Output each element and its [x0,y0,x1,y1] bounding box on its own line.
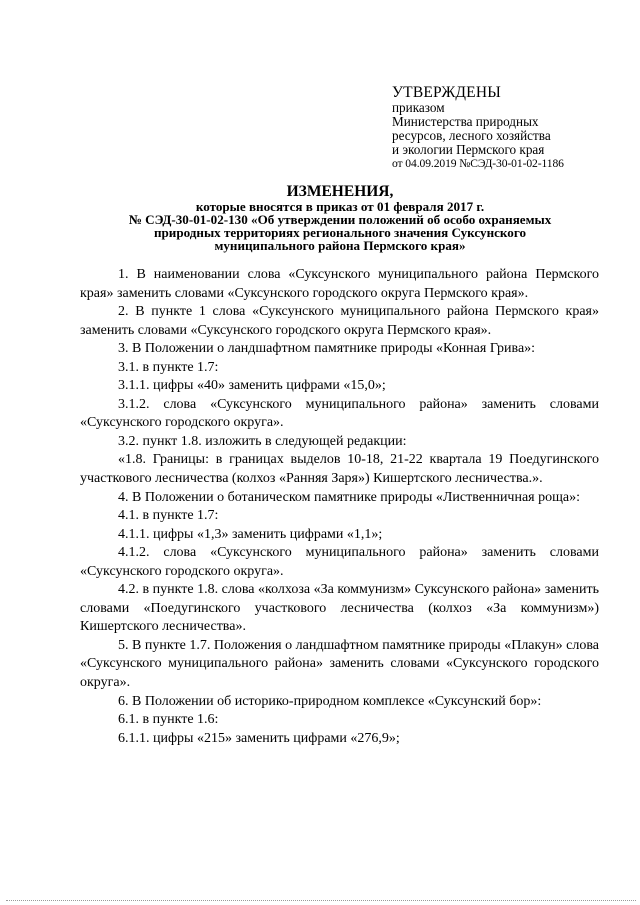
paragraph-3: 3. В Положении о ландшафтном памятнике природы «Конная Грива»: [118,341,536,357]
heading-line: которые вносятся в приказ от 01 февраля 2017 г. [195,199,485,214]
paragraph-2: 2. В пункте 1 слова «Суксунского муниципального района Пермского края» заменить словами «Суксунского городского округа Пермского края». [80,304,599,338]
approval-line: ресурсов, лесного хозяйства [392,128,551,143]
document-heading [80,184,600,252]
paragraph-4: 4. В Положении о ботаническом памятнике природы «Лиственничная роща»: [118,489,580,505]
paragraph-3-2: 3.2. пункт 1.8. изложить в следующей редакции: [118,433,407,449]
approval-order-number: от 04.09.2019 №СЭД-30-01-02-1186 [392,157,564,170]
approval-line: и экологии Пермского края [392,142,545,157]
heading-line: № СЭД-30-01-02-130 «Об утверждении положений об особо охраняемых [128,212,552,227]
paragraph-3-1: 3.1. в пункте 1.7: [118,359,219,375]
paragraph-6: 6. В Положении об историко-природном комплексе «Суксунский бор»: [118,693,542,709]
approval-title: УТВЕРЖДЕНЫ [392,84,501,101]
approval-line: Министерства природных [392,114,539,129]
approval-block [392,84,622,171]
approval-line: приказом [392,100,445,115]
document-body [80,266,599,748]
heading-line: природных территориях регионального значения Суксунского [153,225,527,240]
paragraph-6-1: 6.1. в пункте 1.6: [118,712,219,728]
page-bottom-edge [6,900,636,902]
paragraph-4-2: 4.2. в пункте 1.8. слова «колхоза «За коммунизм» Суксунского района» заменить словами «Поедугинского участкового лесничества (колхоз «За коммунизм») Кишертского лесничества». [80,582,599,635]
paragraph-3-1-2: 3.1.2. слова «Суксунского муниципального района» заменить словами «Суксунского городского округа». [80,396,599,431]
paragraph-6-1-1: 6.1.1. цифры «215» заменить цифрами «276,9»; [118,730,400,746]
heading-title: ИЗМЕНЕНИЯ, [286,183,394,200]
paragraph-3-1-1: 3.1.1. цифры «40» заменить цифрами «15,0»; [118,378,386,394]
paragraph-4-1-2: 4.1.2. слова «Суксунского муниципального района» заменить словами «Суксунского городского округа». [80,545,599,579]
paragraph-4-1: 4.1. в пункте 1.7: [118,508,219,524]
heading-line: муниципального района Пермского края» [214,238,466,253]
paragraph-3-2-quote: «1.8. Границы: в границах выделов 10-18, 21-22 квартала 19 Поедугинского участкового лесничества (колхоз «Ранняя Заря») Кишертского лесничества.». [80,452,599,487]
paragraph-4-1-1: 4.1.1. цифры «1,3» заменить цифрами «1,1»; [118,526,383,542]
paragraph-5: 5. В пункте 1.7. Положения о ландшафтном памятнике природы «Плакун» слова «Суксунского муниципального района» заменить словами «Суксунского городского округа». [80,637,599,691]
paragraph-1: 1. В наименовании слова «Суксунского муниципального района Пермского края» заменить словами «Суксунского городского округа Пермского края». [80,267,599,301]
